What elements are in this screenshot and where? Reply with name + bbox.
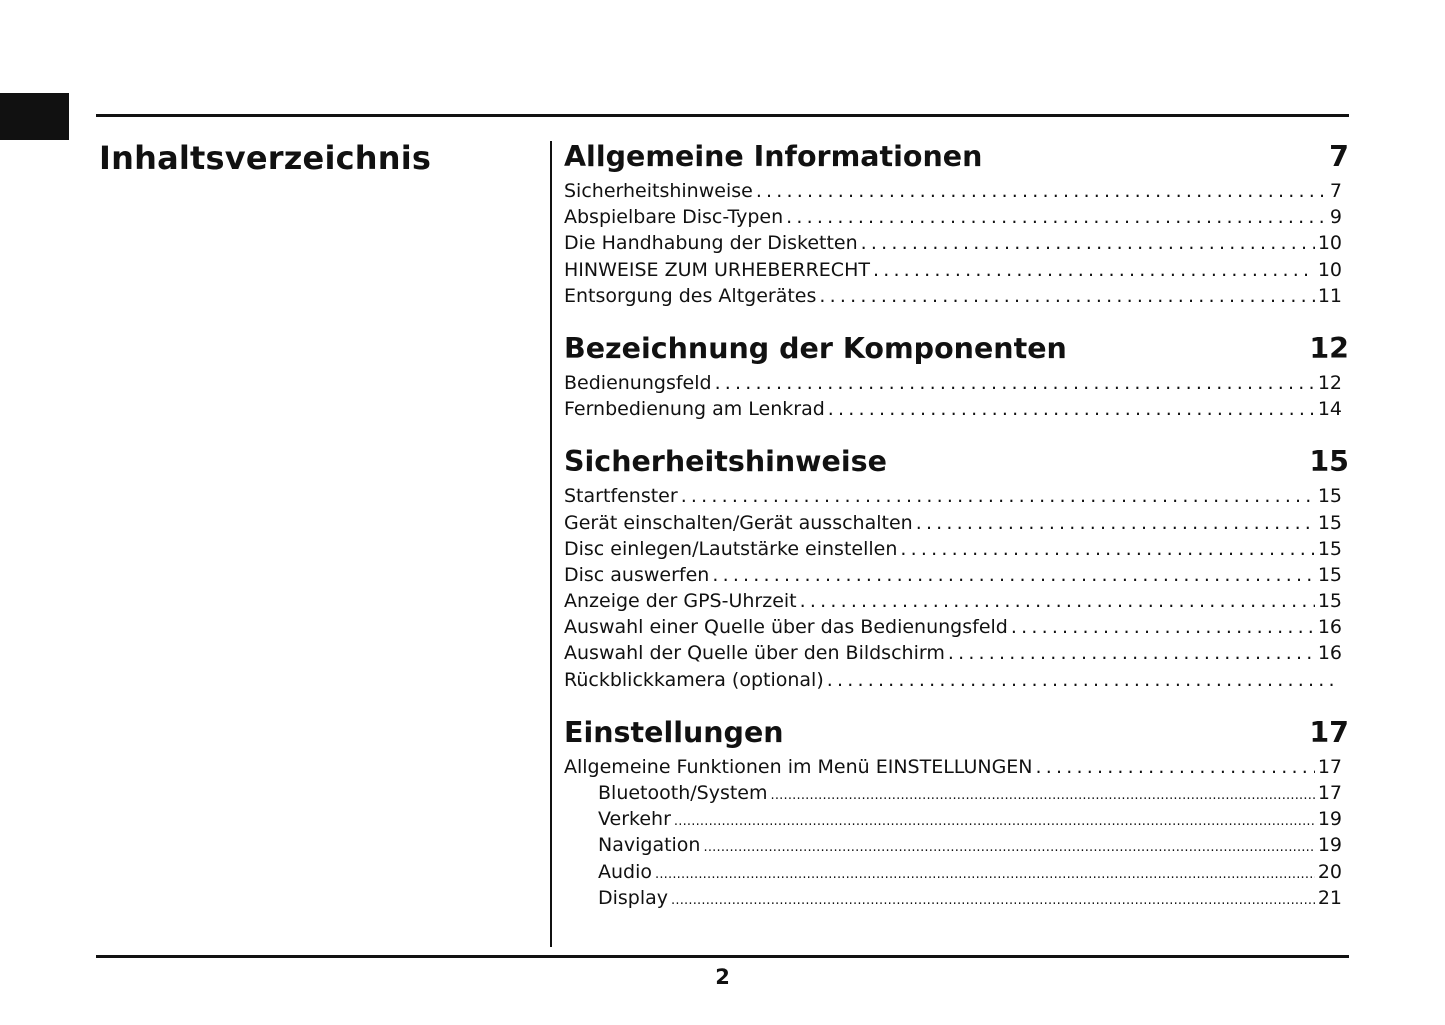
toc-dot-leader [715, 370, 1315, 396]
toc-section-heading[interactable] [564, 441, 1349, 483]
toc-entry-label: Verkehr [598, 808, 671, 831]
page-number: 2 [715, 965, 730, 989]
toc-section [564, 136, 1349, 309]
toc-entry-page: 21 [1317, 886, 1342, 909]
toc-entry[interactable] [564, 640, 1342, 666]
toc-entry[interactable] [564, 510, 1342, 536]
page-title: Inhaltsverzeichnis [99, 139, 432, 177]
toc-entry-label: Fernbedienung am Lenkrad [564, 398, 825, 421]
toc-entry-page: 9 [1329, 206, 1342, 229]
toc-entry[interactable] [564, 780, 1342, 806]
toc-entry-page: 16 [1317, 642, 1342, 665]
toc-section-page: 15 [1309, 445, 1349, 479]
toc-dot-leader [800, 588, 1315, 614]
toc-entry[interactable] [564, 483, 1342, 509]
toc-entry-page: 15 [1317, 563, 1342, 586]
toc-entry-label: Gerät einschalten/Gerät ausschalten [564, 511, 913, 534]
toc-dot-leader [671, 888, 1315, 914]
toc-entry-label: Audio [598, 860, 653, 883]
toc-entry-page: 15 [1317, 590, 1342, 613]
toc-dot-leader [703, 835, 1314, 861]
toc-section [564, 441, 1349, 693]
toc-entry-page: 12 [1317, 371, 1342, 394]
toc-entry-page: 15 [1317, 511, 1342, 534]
table-of-contents [564, 136, 1349, 911]
toc-entry[interactable] [564, 667, 1342, 693]
toc-entry-label: Auswahl einer Quelle über das Bedienungsfeld [564, 616, 1008, 639]
toc-dot-leader [948, 640, 1315, 666]
toc-entry-list [564, 754, 1349, 911]
toc-entry[interactable] [564, 754, 1342, 780]
toc-entry-label: Allgemeine Funktionen im Menü EINSTELLUNGEN [564, 755, 1033, 778]
bottom-rule [96, 955, 1349, 958]
toc-entry-label: Display [598, 886, 669, 909]
toc-entry-label: Bluetooth/System [598, 782, 768, 804]
toc-entry[interactable] [564, 257, 1342, 283]
toc-section-heading[interactable] [564, 328, 1349, 370]
toc-entry[interactable] [564, 832, 1342, 858]
toc-entry[interactable] [564, 885, 1342, 911]
toc-entry-label: Rückblickkamera (optional) [564, 668, 824, 691]
toc-section-title: Einstellungen [564, 715, 784, 749]
toc-entry[interactable] [564, 614, 1342, 640]
toc-entry-page: 14 [1317, 398, 1342, 421]
toc-dot-leader [771, 783, 1315, 809]
top-rule [96, 114, 1349, 117]
toc-dot-leader [819, 283, 1314, 309]
toc-entry-label: Anzeige der GPS-Uhrzeit [564, 590, 797, 613]
toc-dot-leader [655, 862, 1315, 888]
toc-section-title: Bezeichnung der Komponenten [564, 331, 1067, 365]
toc-entry[interactable] [564, 230, 1342, 256]
toc-dot-leader [861, 230, 1315, 256]
toc-section [564, 328, 1349, 422]
toc-entry-list [564, 370, 1349, 422]
toc-entry-label: Navigation [598, 834, 701, 857]
toc-entry-label: Die Handhabung der Disketten [564, 232, 858, 255]
toc-dot-leader [786, 204, 1327, 230]
toc-section-page: 12 [1309, 331, 1349, 365]
toc-entry-page: 17 [1317, 755, 1342, 778]
toc-entry-label: Disc einlegen/Lautstärke einstellen [564, 537, 898, 560]
toc-dot-leader [674, 809, 1315, 835]
toc-section-title: Allgemeine Informationen [564, 140, 983, 173]
toc-section-heading[interactable] [564, 712, 1349, 754]
toc-entry-list [564, 178, 1349, 309]
toc-dot-leader [900, 536, 1314, 562]
toc-entry-page: 16 [1317, 616, 1342, 639]
toc-entry-label: Abspielbare Disc-Typen [564, 206, 784, 229]
corner-tab-marker [0, 93, 69, 140]
toc-section-heading[interactable] [564, 136, 1349, 178]
toc-entry[interactable] [564, 536, 1342, 562]
toc-dot-leader [916, 510, 1315, 536]
toc-section-title: Sicherheitshinweise [564, 445, 887, 479]
toc-entry[interactable] [564, 283, 1342, 309]
toc-entry-label: Auswahl der Quelle über den Bildschirm [564, 642, 945, 665]
toc-entry-page: 19 [1317, 834, 1342, 857]
toc-dot-leader [681, 483, 1315, 509]
toc-entry-page: 19 [1317, 808, 1342, 831]
toc-entry-page: 17 [1317, 782, 1342, 804]
toc-entry-label: Sicherheitshinweise [564, 180, 753, 202]
toc-entry[interactable] [564, 204, 1342, 230]
toc-dot-leader [1011, 614, 1315, 640]
toc-dot-leader [712, 562, 1314, 588]
toc-entry-page: 10 [1317, 258, 1342, 281]
toc-entry-page: 10 [1317, 232, 1342, 255]
toc-section-page: 17 [1309, 715, 1349, 749]
toc-entry-label: Bedienungsfeld [564, 371, 712, 394]
toc-entry-label: Disc auswerfen [564, 563, 710, 586]
toc-entry-page: 15 [1317, 485, 1342, 508]
toc-entry[interactable] [564, 370, 1342, 396]
toc-entry-page: 7 [1329, 180, 1342, 202]
toc-dot-leader [827, 667, 1339, 693]
toc-entry[interactable] [564, 806, 1342, 832]
toc-entry[interactable] [564, 178, 1342, 204]
toc-entry[interactable] [564, 588, 1342, 614]
toc-dot-leader [1036, 754, 1315, 780]
column-divider [550, 141, 552, 947]
toc-entry-label: HINWEISE ZUM URHEBERRECHT [564, 258, 870, 281]
toc-entry-list [564, 483, 1349, 693]
toc-section [564, 712, 1349, 911]
toc-entry[interactable] [564, 859, 1342, 885]
toc-entry[interactable] [564, 396, 1342, 422]
toc-dot-leader [756, 178, 1327, 204]
toc-dot-leader [873, 257, 1315, 283]
toc-section-page: 7 [1329, 140, 1349, 173]
toc-entry[interactable] [564, 562, 1342, 588]
toc-entry-label: Entsorgung des Altgerätes [564, 284, 817, 307]
toc-entry-page: 15 [1317, 537, 1342, 560]
toc-entry-page: 11 [1317, 284, 1342, 307]
toc-entry-label: Startfenster [564, 485, 678, 508]
toc-dot-leader [828, 396, 1315, 422]
toc-entry-page: 20 [1317, 860, 1342, 883]
